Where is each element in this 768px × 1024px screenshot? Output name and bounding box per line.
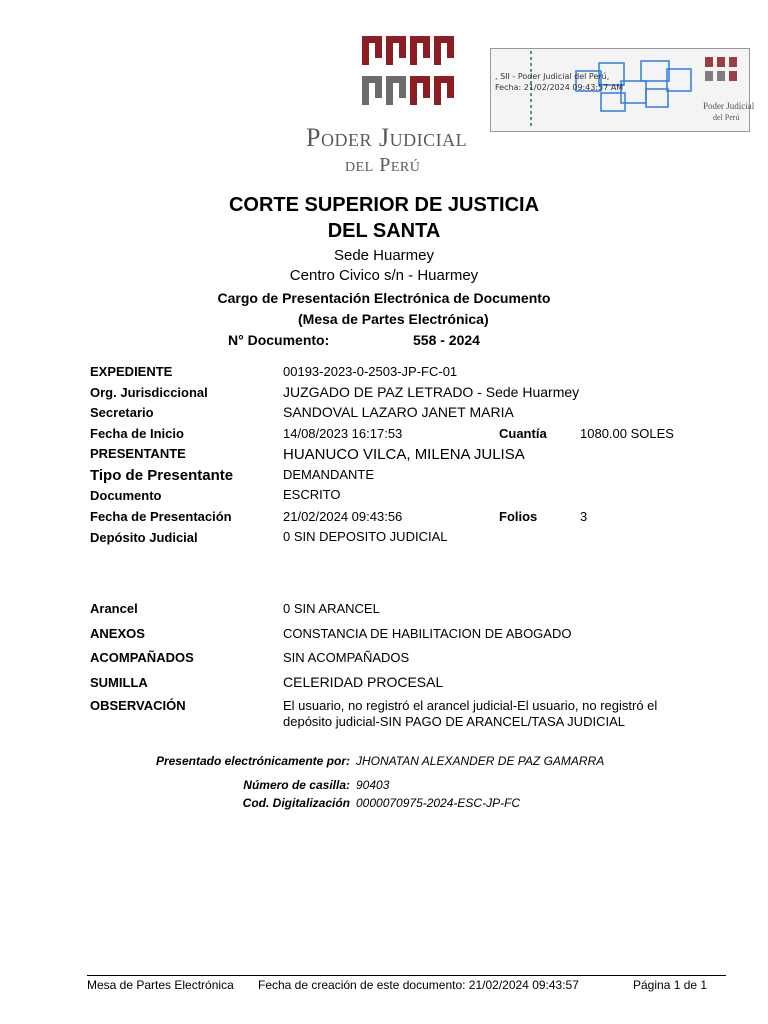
doc-number: 558 - 2024	[413, 332, 480, 348]
documento-label: Documento	[90, 488, 162, 503]
cuantia-label: Cuantía	[499, 426, 547, 441]
footer-creation-date: Fecha de creación de este documento: 21/02/2024 09:43:57	[258, 978, 579, 992]
footer-divider	[87, 975, 726, 976]
court-title-line2: DEL SANTA	[327, 220, 441, 242]
expediente-value: 00193-2023-0-2503-JP-FC-01	[283, 364, 458, 379]
tipo-presentante-value: DEMANDANTE	[283, 467, 375, 482]
folios-label: Folios	[499, 509, 538, 524]
fecha-presentacion-label: Fecha de Presentación	[90, 509, 232, 524]
secretario-label: Secretario	[90, 405, 154, 420]
fecha-presentacion-value: 21/02/2024 09:43:56	[283, 509, 403, 524]
arancel-value: 0 SIN ARANCEL	[283, 601, 380, 616]
sumilla-value: CELERIDAD PROCESAL	[283, 674, 444, 690]
brand-subname: del Perú	[345, 154, 421, 176]
deposito-value: 0 SIN DEPOSITO JUDICIAL	[283, 529, 448, 544]
court-title: CORTE SUPERIOR DE JUSTICIA	[228, 194, 540, 216]
signature-logo-text: Poder Judicial	[703, 101, 755, 111]
brand-name: Poder Judicial	[306, 123, 468, 152]
presentado-por-label: Presentado electrónicamente por:	[155, 754, 350, 768]
documento-value: ESCRITO	[283, 487, 341, 502]
secretario-value: SANDOVAL LAZARO JANET MARIA	[283, 404, 514, 420]
fecha-inicio-label: Fecha de Inicio	[90, 426, 184, 441]
presentado-por-value: JHONATAN ALEXANDER DE PAZ GAMARRA	[356, 754, 605, 768]
observacion-label: OBSERVACIÓN	[90, 698, 186, 713]
footer-page: Página 1 de 1	[633, 978, 708, 992]
cod-digitalizacion-value: 0000070975-2024-ESC-JP-FC	[356, 796, 521, 810]
deposito-label: Depósito Judicial	[90, 530, 198, 545]
sumilla-label: SUMILLA	[90, 675, 148, 690]
signature-info: , SII - Poder Judicial del Perú, Fecha: 21/02/2024 09:43:57 AM	[495, 72, 624, 92]
acompanados-label: ACOMPAÑADOS	[90, 650, 194, 665]
signature-logo-subtext: del Perú	[713, 113, 740, 122]
org-label: Org. Jurisdiccional	[90, 385, 208, 400]
presentante-value: HUANUCO VILCA, MILENA JULISA	[283, 446, 525, 463]
tipo-presentante-label: Tipo de Presentante	[90, 467, 234, 484]
expediente-label: EXPEDIENTE	[90, 364, 173, 379]
anexos-label: ANEXOS	[90, 626, 145, 641]
acompanados-value: SIN ACOMPAÑADOS	[283, 650, 410, 665]
digital-signature-stamp	[490, 48, 755, 132]
casilla-label: Número de casilla:	[243, 778, 350, 792]
sede: Sede Huarmey	[333, 247, 435, 264]
folios-value: 3	[580, 509, 588, 524]
org-value: JUZGADO DE PAZ LETRADO - Sede Huarmey	[283, 384, 580, 400]
cod-digitalizacion-label: Cod. Digitalización	[242, 796, 350, 810]
observacion-line2: depósito judicial-SIN PAGO DE ARANCEL/TASA JUDICIAL	[283, 714, 625, 729]
address: Centro Civico s/n - Huarmey	[289, 267, 479, 284]
fecha-inicio-value: 14/08/2023 16:17:53	[283, 426, 403, 441]
presentante-label: PRESENTANTE	[90, 446, 186, 461]
arancel-label: Arancel	[90, 601, 138, 616]
footer-left: Mesa de Partes Electrónica	[87, 978, 234, 992]
cuantia-value: 1080.00 SOLES	[580, 426, 674, 441]
document-subtitle-2: (Mesa de Partes Electrónica)	[298, 311, 489, 327]
observacion-line1: El usuario, no registró el arancel judicial-El usuario, no registró el	[283, 698, 658, 713]
doc-number-label: N° Documento:	[228, 332, 330, 348]
document-subtitle: Cargo de Presentación Electrónica de Documento	[217, 290, 551, 306]
casilla-value: 90403	[356, 778, 390, 792]
anexos-value: CONSTANCIA DE HABILITACION DE ABOGADO	[283, 626, 572, 641]
poder-judicial-logo	[358, 30, 458, 116]
